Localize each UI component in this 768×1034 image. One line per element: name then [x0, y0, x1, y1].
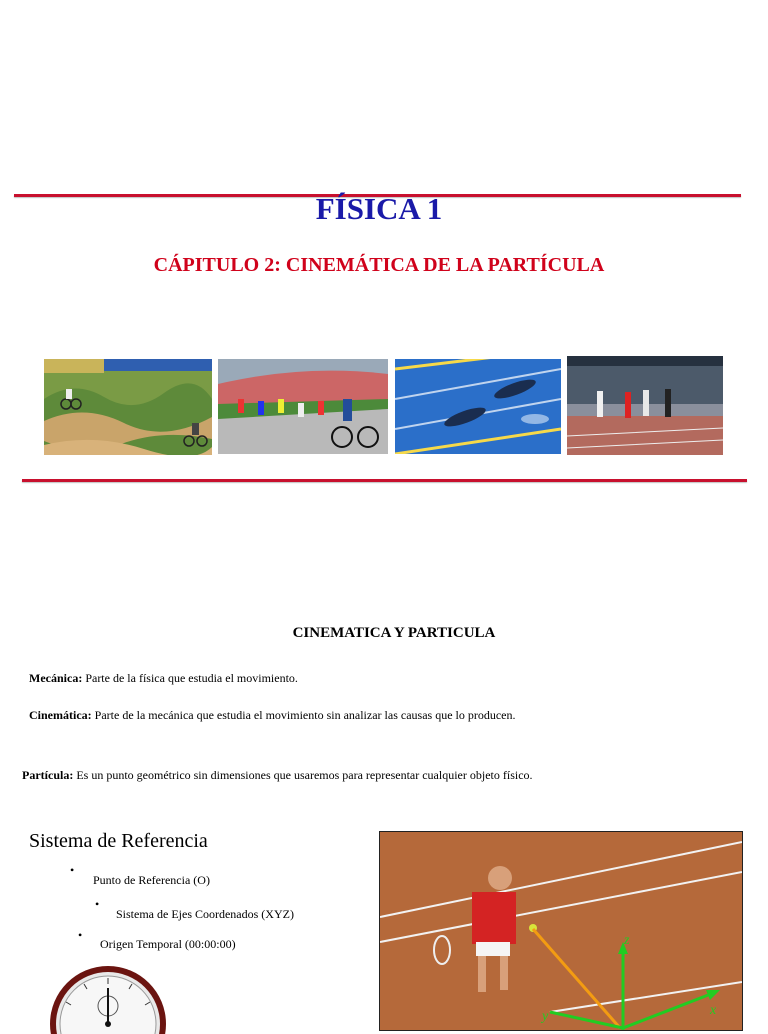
swimming-race-photo [395, 359, 561, 454]
sprint-race-photo [567, 356, 723, 455]
axis-z-label: z [624, 933, 630, 948]
definition-text: Parte de la física que estudia el movimiento. [82, 671, 298, 685]
definition-particula [22, 768, 533, 783]
definition-cinematica [29, 708, 516, 723]
tennis-reference-figure [379, 831, 743, 1031]
definition-mecanica [29, 671, 298, 686]
section-heading: CINEMATICA Y PARTICULA [292, 625, 496, 641]
bullet-reference-point: Punto de Referencia (O) [93, 873, 210, 887]
bullet-icon: • [78, 928, 83, 942]
definition-text: Parte de la mecánica que estudia el movimiento sin analizar las causas que lo producen. [91, 708, 516, 722]
bmx-race-photo [44, 359, 212, 455]
definition-term: Cinemática: [29, 708, 92, 722]
bullet-time-origin: Origen Temporal (00:00:00) [100, 937, 236, 951]
cycling-peloton-photo [218, 359, 388, 454]
definition-text: Es un punto geométrico sin dimensiones que usaremos para representar cualquier objeto físico. [73, 768, 533, 782]
bullet-icon: • [95, 897, 100, 911]
definition-term: Mecánica: [29, 671, 83, 685]
reference-system-heading: Sistema de Referencia [29, 830, 208, 852]
axis-x-label: x [710, 1003, 717, 1018]
bullet-icon: • [70, 863, 75, 877]
chapter-subtitle: CÁPITULO 2: CINEMÁTICA DE LA PARTÍCULA [153, 254, 605, 276]
bullet-coordinate-axes: Sistema de Ejes Coordenados (XYZ) [116, 907, 294, 921]
definition-term: Partícula: [22, 768, 74, 782]
page-title: FÍSICA 1 [315, 191, 443, 226]
axis-y-label: y [542, 1009, 549, 1024]
bottom-divider [22, 479, 747, 482]
